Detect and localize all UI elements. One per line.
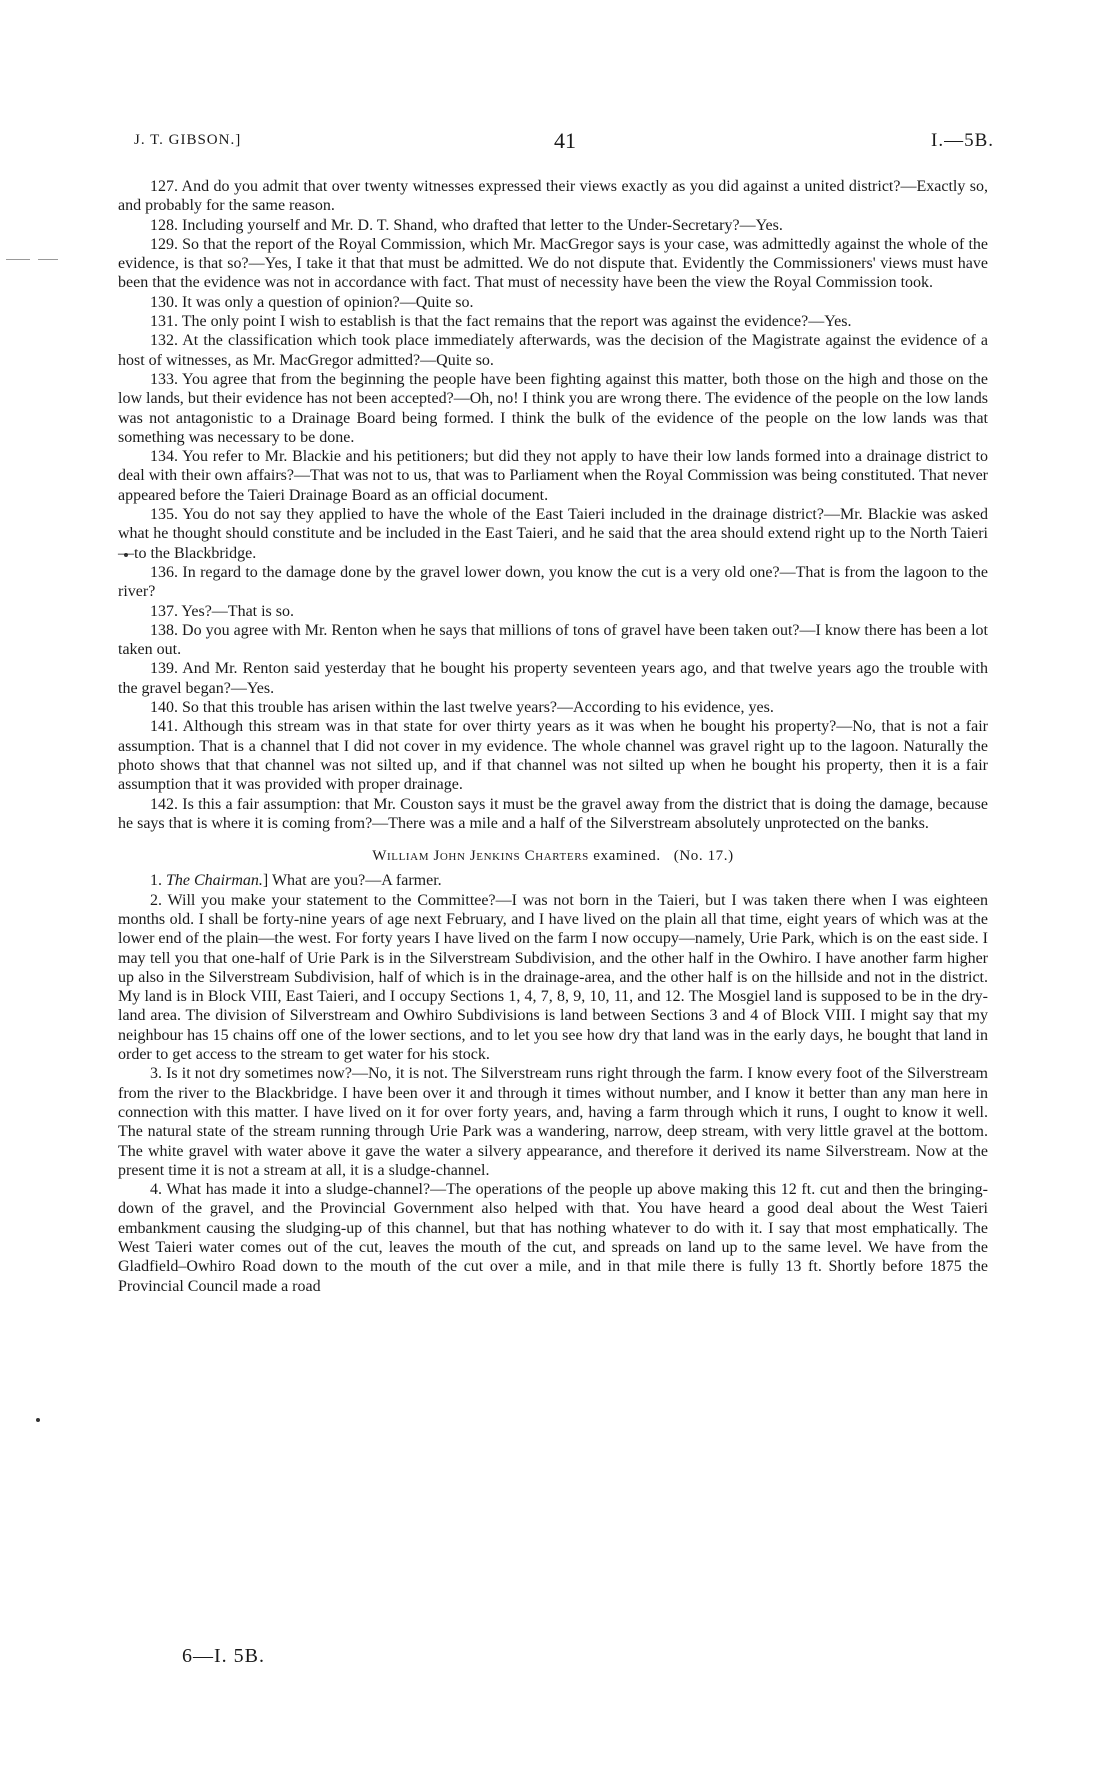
paragraph: 134. You refer to Mr. Blackie and his petitioners; but did they not apply to have their low lands formed into a drainage district to deal with their own affairs?—That was not to us, that was to Parliament when the Royal Commission was being constituted. That never appeared before the Taieri Drainage Board as an official document.	[118, 448, 988, 504]
paragraph: 127. And do you admit that over twenty witnesses expressed their views exactly as you did against a united district?—Exactly so, and probably for the same reason.	[118, 178, 988, 215]
paragraph: 136. In regard to the damage done by the gravel lower down, you know the cut is a very old one?—That is from the lagoon to the river?	[118, 563, 988, 601]
paragraph: 133. You agree that from the beginning the people have been fighting against this matter, both those on the high and those on the low lands, but their evidence has not been accepted?—Oh, no! I think you are wrong there. The evidence of the people on the low lands was not antagonistic to a Drainage Board being formed. I think the bulk of the evidence of the people on the low lands was that something was necessary to be done.	[118, 370, 988, 446]
paragraph: 4. What has made it into a sludge-channel?—The operations of the people up above making this 12 ft. cut and then the bringing-down of the gravel, and the Provincial Government also helped with that. You have heard a good deal about the West Taieri embankment causing the sludging-up of this channel, but that has nothing whatever to do with it. I say that most emphatically. The West Taieri water comes out of the cut, leaves the mouth of the cut, and spreads on land up to the same level. We have from the Gladfield–Owhiro Road down to the mouth of the cut over a mile, and in that mile there is fully 13 ft. Shortly before 1875 the Provincial Council made a road	[118, 1181, 988, 1295]
margin-dash-mark	[6, 256, 62, 264]
paragraph: 129. So that the report of the Royal Commission, which Mr. MacGregor says is your case, was admittedly against the whole of the evidence, is that so?—Yes, I take it that that must be admitted. We do not dispute that. Evidently the Commissioners' views must have been that the evidence was not in accordance with fact. That must of necessity have been the view the Royal Commission took.	[118, 235, 988, 292]
paragraph: 137. Yes?—That is so.	[150, 602, 295, 620]
paragraph: 138. Do you agree with Mr. Renton when he says that millions of tons of gravel have been taken out?—I know there has been a lot taken out.	[118, 621, 988, 659]
printer-signature: 6—I. 5B.	[182, 1645, 265, 1667]
paragraph: 132. At the classification which took place immediately afterwards, was the decision of the Magistrate against the evidence of a host of witnesses, as Mr. MacGregor admitted?—Quite so.	[118, 332, 988, 369]
paragraph: 128. Including yourself and Mr. D. T. Shand, who drafted that letter to the Under-Secretary?—Yes.	[150, 216, 783, 234]
paragraph: 142. Is this a fair assumption: that Mr. Couston says it must be the gravel away from the district that is doing the damage, because he says that is where it is coming from?—There was a mile and a half of the Silverstream absolutely unprotected on the banks.	[118, 795, 988, 832]
paragraph: 140. So that this trouble has arisen within the last twelve years?—According to his evidence, yes.	[150, 699, 774, 717]
witness-heading	[118, 847, 988, 866]
paper-reference: I.—5B.	[931, 130, 994, 151]
question-text: ] What are you?—A farmer.	[262, 872, 442, 890]
paragraph: 141. Although this stream was in that state for over thirty years as it was when he bought his property?—No, that is not a fair assumption. That is a channel that I did not cover in my evidence. The whole channel was gravel right up to the lagoon. Naturally the photo shows that that channel was not silted up, and if that channel was not silted up when he bought his property, then it is a fair assumption that it was provided with proper drainage.	[118, 718, 988, 794]
stray-dot-mark	[36, 1418, 40, 1422]
speaker-name: The Chairman.	[166, 872, 263, 890]
paragraph: 130. It was only a question of opinion?—Quite so.	[150, 293, 474, 311]
running-head	[134, 128, 994, 158]
header-witness: J. T. GIBSON.]	[134, 132, 242, 148]
witness-number: (No. 17.)	[673, 848, 734, 865]
page-number: 41	[554, 128, 576, 153]
paragraph: 2. Will you make your statement to the Committee?—I was not born in the Taieri, but I was taken there when I was eighteen months old. I shall be forty-nine years of age next February, and I have lived on the plain all that time, eight years of which was at the lower end of the plain—the west. For forty years I have lived on the farm I now occupy—namely, Urie Park, which is on the east side. I may tell you that one-half of Urie Park is in the Silverstream Subdivision, and the other half in the Owhiro. I have another farm higher up also in the Silverstream Subdivision, half of which is in the drainage-area, and the other half is on the hillside and not in the district. My land is in Block VIII, East Taieri, and I occupy Sections 1, 4, 7, 8, 9, 10, 11, and 12. The Mosgiel land is supposed to be in the dry-land area. The division of Silverstream and Owhiro Subdivisions is land between Sections 3 and 4 of Block VIII. I might say that my neighbour has 15 chains off one of the lower sections, and to let you see how dry that land was in the early days, he bought that land in order to get access to the stream to get water for his stock.	[118, 891, 988, 1064]
paragraph: 131. The only point I wish to establish is that the fact remains that the report was against the evidence?—Yes.	[150, 313, 852, 331]
paragraph	[118, 871, 988, 890]
document-body	[118, 177, 988, 1296]
witness-name: William John Jenkins Charters	[372, 848, 589, 865]
witness-examined: examined.	[593, 848, 661, 865]
paragraph: 3. Is it not dry sometimes now?—No, it is not. The Silverstream runs right through the farm. I know every foot of the Silverstream from the river to the Blackbridge. I have been over it and through it times without number, and I know it better than any man here in connection with this matter. I have lived on it for over forty years, and, having a farm through which it runs, I ought to know it well. The natural state of the stream running through Urie Park was a wandering, narrow, deep stream, with very little gravel at the bottom. The white gravel with water above it gave the water a silvery appearance, and therefore it derived its name Silverstream. Now at the present time it is not a stream at all, it is a sludge-channel.	[118, 1065, 988, 1179]
question-number: 1.	[150, 872, 162, 890]
paragraph: 139. And Mr. Renton said yesterday that he bought his property seventeen years ago, and that twelve years ago the trouble with the gravel began?—Yes.	[118, 660, 988, 697]
paragraph: 135. You do not say they applied to have the whole of the East Taieri included in the drainage district?—Mr. Blackie was asked what he thought should constitute and be included in the East Taieri, and he said that the area should extend right up to the North Taieri—to the Blackbridge.	[118, 506, 988, 562]
